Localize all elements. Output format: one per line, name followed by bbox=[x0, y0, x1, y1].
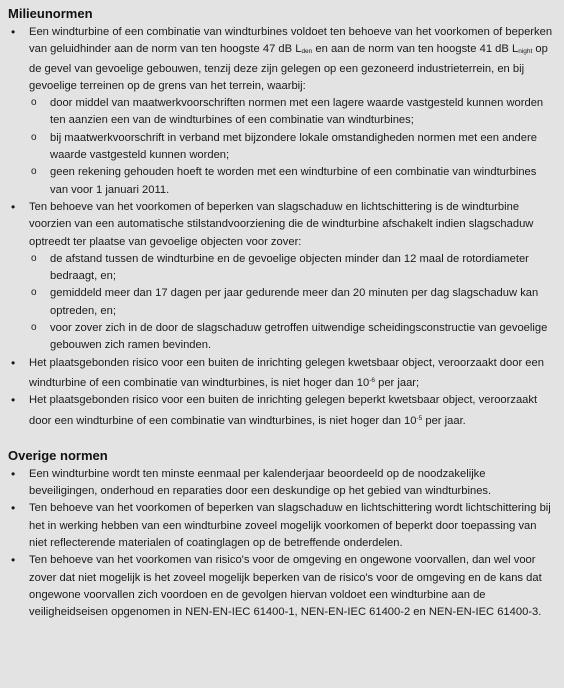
list-item: • Ten behoeve van het voorkomen of beperken van slagschaduw en lichtschittering wordt lichtschittering bij het in werking hebben van een windturbine zoveel mogelijk voorkomen of beperkt door toepassing van niet reflecterende materialen of coatinglagen op de betreffende onderdelen. bbox=[8, 500, 556, 552]
list-item-geluid bbox=[8, 24, 556, 199]
overige-list bbox=[8, 466, 556, 622]
item-text: Ten behoeve van het voorkomen of beperken van slagschaduw en lichtschittering is de windturbine voorzien van een automatische stilstandvoorziening die de windturbine afschakelt indien slagschaduw optreedt ter plaatse van gevoelige objecten voor zover: bbox=[29, 200, 534, 248]
item-text: Het plaatsgebonden risico voor een buiten de inrichting gelegen kwetsbaar object, veroorzaakt door een windturbine of een combinatie van windturbines, is niet hoger dan 10 bbox=[29, 356, 544, 389]
list-item-slagschaduw bbox=[8, 199, 556, 355]
sublist-item: o geen rekening gehouden hoeft te worden met een windturbine of een combinatie van windturbines van voor 1 januari 2011. bbox=[29, 164, 556, 199]
sublist-slagschaduw bbox=[29, 251, 556, 355]
list-item-risico-kwetsbaar bbox=[8, 355, 556, 393]
item-text: op de gevel van gevoelige gebouwen, tenzij deze zijn gelegen op een gezoneerd industrieterrein, en bij gevoelige terreinen op de grens van het terrein, waarbij: bbox=[29, 43, 548, 92]
sublist-item: o gemiddeld meer dan 17 dagen per jaar gedurende meer dan 20 minuten per dag slagschaduw kan optreden, en; bbox=[29, 285, 556, 320]
sublist-item: o voor zover zich in de door de slagschaduw getroffen uitwendige scheidingsconstructie van gevoelige gebouwen zich ramen bevinden. bbox=[29, 320, 556, 355]
list-item-risico-beperkt-kwetsbaar bbox=[8, 392, 556, 430]
sublist-item: o bij maatwerkvoorschrift in verband met bijzondere lokale omstandigheden normen met een andere waarde vastgesteld kunnen worden; bbox=[29, 130, 556, 165]
item-text: Een windturbine of een combinatie van windturbines voldoet ten behoeve van het voorkomen of beperken van geluidhinder aan de norm van ten hoogste 47 dB L bbox=[29, 26, 553, 56]
list-item: • Ten behoeve van het voorkomen van risico's voor de omgeving en ongewone voorvallen, dan wel voor zover dat niet mogelijk is het zoveel mogelijk beperken van de risico's voor de omgeving en de kans dat ongewone voorvallen zich voordoen en de gevolgen hiervan voldoet een windturbine aan de veiligheidseisen opgenomen in NEN-EN-IEC 61400-1, NEN-EN-IEC 61400-2 en NEN-EN-IEC 61400-3. bbox=[8, 552, 556, 621]
item-text: per jaar. bbox=[422, 414, 466, 427]
subscript-night: night bbox=[518, 48, 533, 56]
list-item: • Een windturbine wordt ten minste eenmaal per kalenderjaar beoordeeld op de noodzakelijke beveiligingen, onderhoud en reparaties door een deskundige op het gebied van windturbines. bbox=[8, 466, 556, 501]
section-heading-overige-normen: Overige normen bbox=[8, 447, 108, 463]
sublist-geluid bbox=[29, 95, 556, 199]
item-text: per jaar; bbox=[374, 376, 420, 389]
item-text: Het plaatsgebonden risico voor een buiten de inrichting gelegen beperkt kwetsbaar object, veroorzaakt door een windturbine of een combinatie van windturbines, is niet hoger dan 10 bbox=[29, 394, 538, 427]
item-text: en aan de norm van ten hoogste 41 dB L bbox=[312, 43, 519, 56]
subscript-den: den bbox=[301, 48, 313, 56]
milieunormen-list bbox=[8, 24, 556, 430]
sublist-item: o de afstand tussen de windturbine en de gevoelige objecten minder dan 12 maal de rotordiameter bedraagt, en; bbox=[29, 251, 556, 286]
superscript-exponent: -5 bbox=[416, 414, 423, 422]
section-heading-milieunormen: Milieunormen bbox=[8, 6, 93, 21]
sublist-item: o door middel van maatwerkvoorschriften normen met een lagere waarde vastgesteld kunnen worden ten aanzien een van de windturbines of een combinatie van windturbines; bbox=[29, 95, 556, 130]
superscript-exponent: -6 bbox=[369, 376, 375, 384]
